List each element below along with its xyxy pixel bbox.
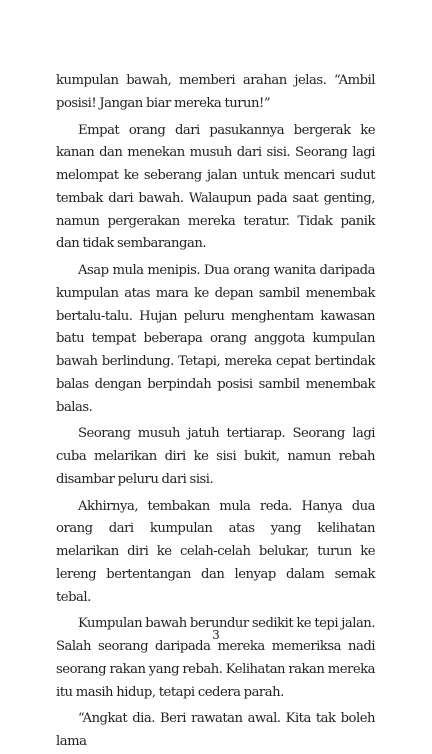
paragraph: Seorang musuh jatuh tertiarap. Seorang lagi cuba melarikan diri ke sisi bukit, namun rebah disambar peluru dari sisi. (56, 426, 375, 487)
paragraph: Akhirnya, tembakan mula reda. Hanya dua orang dari kumpulan atas yang kelihatan melarikan diri ke celah-celah belukar, turun ke lereng bertentangan dan lenyap dalam semak tebal. (56, 498, 375, 605)
paragraph: Asap mula menipis. Dua orang wanita daripada kumpulan atas mara ke depan sambil menembak bertalu-talu. Hujan peluru menghentam kawasan batu tempat beberapa orang anggota kumpulan bawah berlindung. Tetapi, mereka cepat bertindak balas dengan berpindah posisi sambil menembak balas. (56, 263, 375, 415)
page-number: 3 (212, 628, 220, 642)
paragraph: Empat orang dari pasukannya bergerak ke kanan dan menekan musuh dari sisi. Seorang lagi melompat ke seberang jalan untuk mencari sudut tembak dari bawah. Walaupun pada saat genting, namun pergerakan mereka teratur. Tidak panik dan tidak sembarangan. (56, 122, 375, 252)
paragraph: Kumpulan bawah berundur sedikit ke tepi jalan. Salah seorang daripada mereka memeriksa nadi seorang rakan yang rebah. Kelihatan rakan mereka itu masih hidup, tetapi cedera parah. (56, 616, 375, 700)
paragraph-continuation: kumpulan bawah, memberi arahan jelas. “Ambil posisi! Jangan biar mereka turun!” (56, 73, 375, 111)
paragraph-continues: “Angkat dia. Beri rawatan awal. Kita tak boleh lama (56, 711, 375, 749)
body-text (56, 70, 375, 754)
